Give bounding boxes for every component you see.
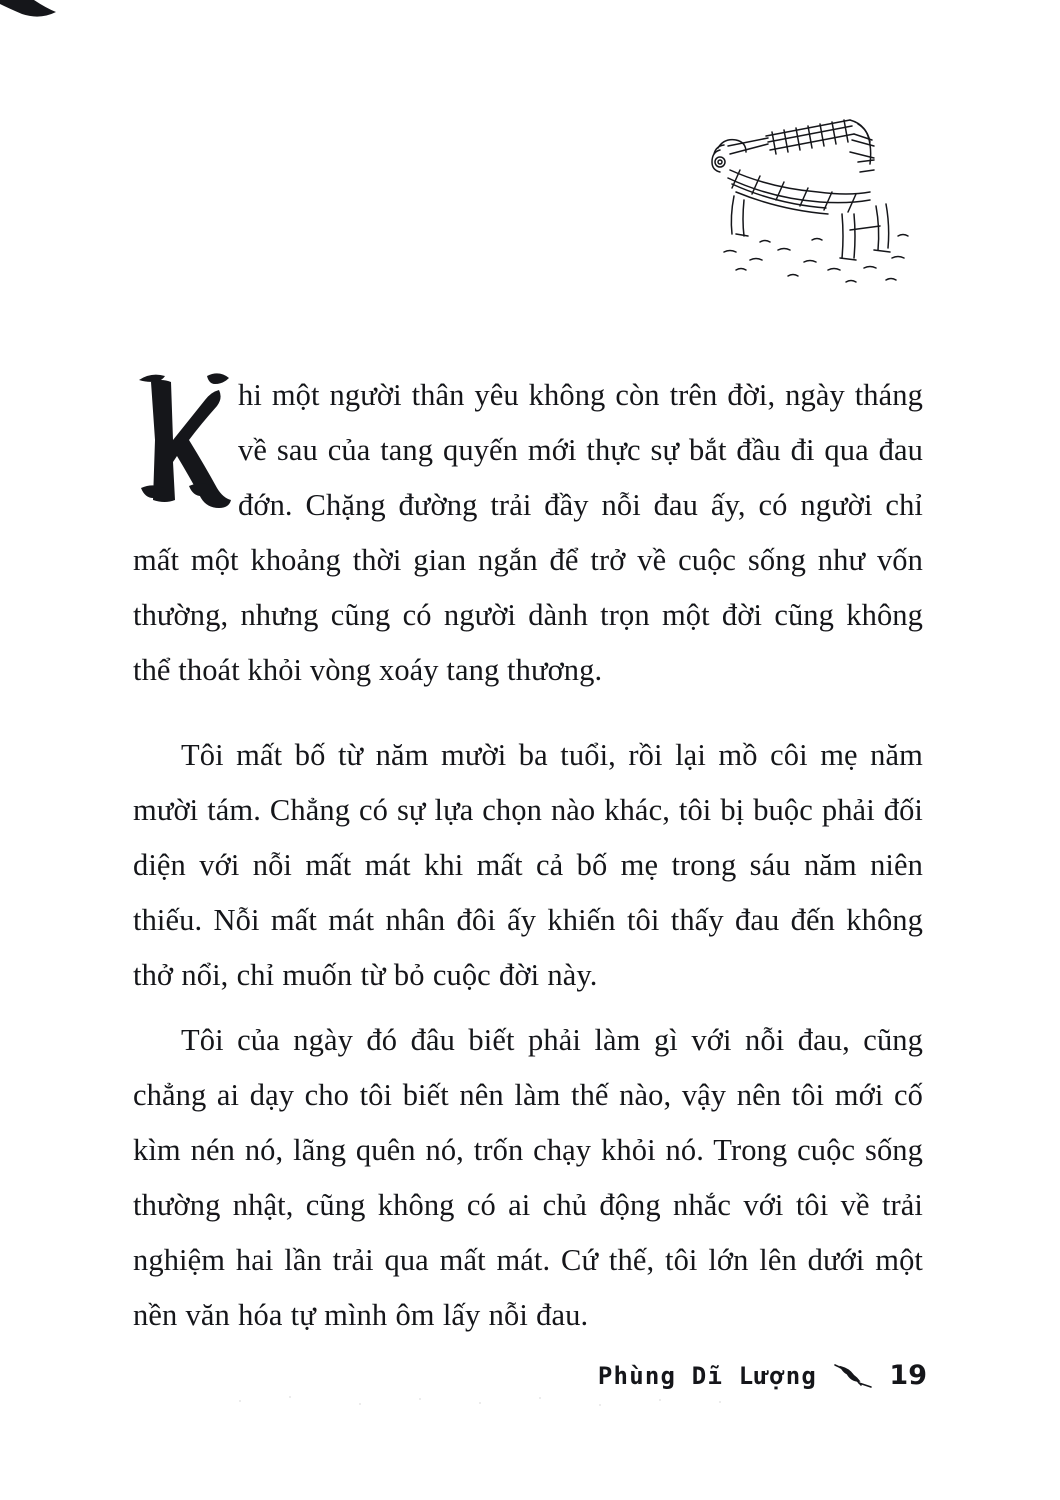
footer-author-name: Phùng Dĩ Lượng (597, 1361, 817, 1390)
page-footer (133, 1360, 927, 1391)
park-bench-illustration (700, 110, 930, 310)
paragraph-3: Tôi của ngày đó đâu biết phải làm gì với nỗi đau, cũng chẳng ai dạy cho tôi biết nên làm thế nào, vậy nên tôi mới cố kìm nén nó, lãng quên nó, trốn chạy khỏi nó. Trong cuộc sống thường nhật, cũng không có ai chủ động nhắc với tôi về trải nghiệm hai lần trải qua mất mát. Cứ thế, tôi lớn lên dưới một nền văn hóa tự mình ôm lấy nỗi đau. (133, 1023, 923, 1332)
paper-speckle (230, 1392, 750, 1410)
paragraph-first (133, 368, 923, 698)
paragraph-2: Tôi mất bố từ năm mười ba tuổi, rồi lại mồ côi mẹ năm mười tám. Chẳng có sự lựa chọn nào khác, tôi bị buộc phải đối diện với nỗi mất mát khi mất cả bố mẹ trong sáu năm niên thiếu. Nỗi mất mát nhân đôi ấy khiến tôi thấy đau đến không thở nổi, chỉ muốn từ bỏ cuộc đời này. (133, 738, 923, 992)
page-number: 19 (889, 1360, 927, 1391)
corner-ink-mark (0, 0, 70, 26)
leaf-ornament-icon (831, 1361, 875, 1391)
paragraph-1-text: hi một người thân yêu không còn trên đời, ngày tháng về sau của tang quyến mới thực sự bắt đầu đi qua đau đớn. Chặng đường trải đầy nỗi đau ấy, có người chỉ mất một khoảng thời gian ngắn để trở về cuộc sống như vốn thường, nhưng cũng có người dành trọn một đời cũng không thể thoát khỏi vòng xoáy tang thương. (133, 378, 923, 687)
page-content (133, 368, 923, 1343)
dropcap-spacer (133, 368, 238, 518)
